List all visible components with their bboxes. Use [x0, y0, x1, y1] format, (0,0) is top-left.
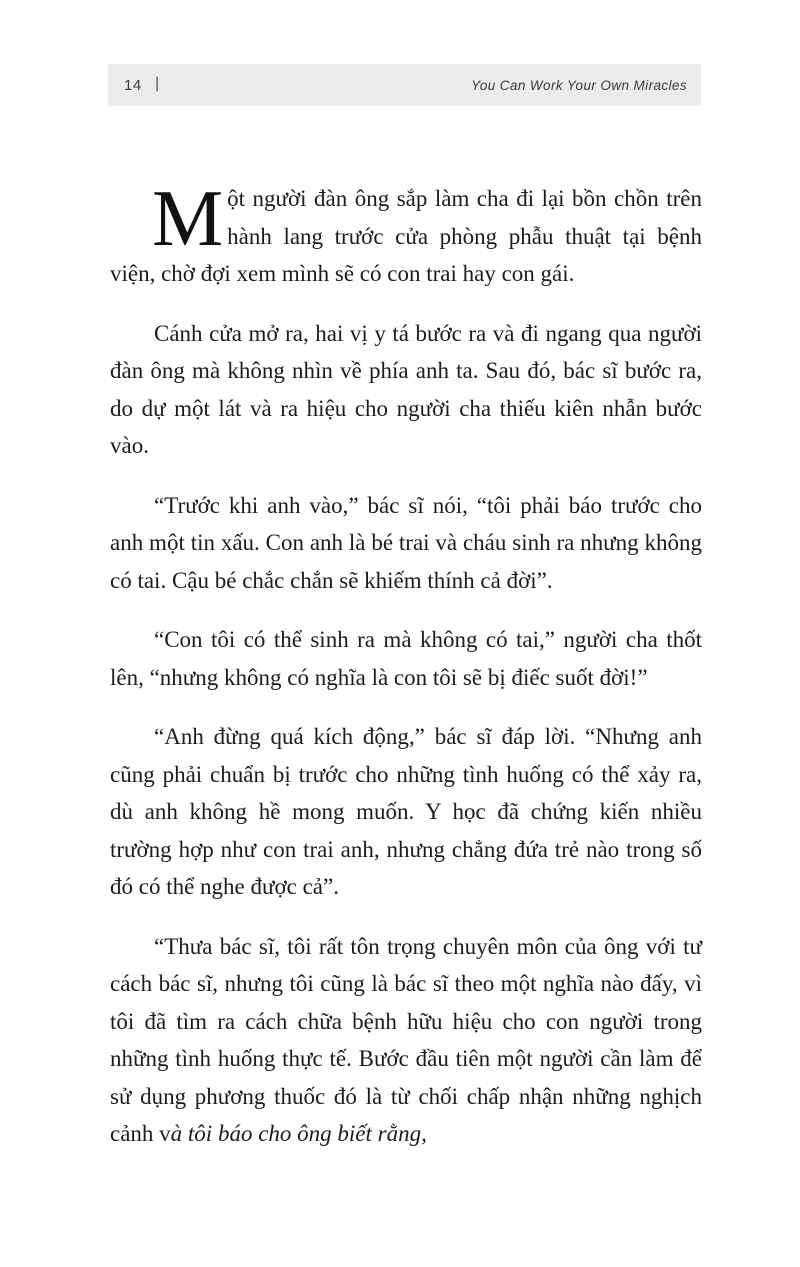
paragraph-6-italic-text: à tôi báo cho ông biết rằng,: [170, 1121, 427, 1146]
paragraph-2: Cánh cửa mở ra, hai vị y tá bước ra và đi ngang qua người đàn ông mà không nhìn về phía anh ta. Sau đó, bác sĩ bước ra, do dự một lát và ra hiệu cho người cha thiếu kiên nhẫn bước vào.: [110, 320, 702, 458]
header-separator: |: [155, 75, 160, 92]
paragraph-6-text: “Thưa bác sĩ, tôi rất tôn trọng chuyên môn của ông với tư cách bác sĩ, nhưng tôi cũng là bác sĩ theo một nghĩa nào đấy, vì tôi đã tìm ra cách chữa bệnh hữu hiệu cho con người trong những tình huống thực tế. Bước đầu tiên một người cần làm để sử dụng phương thuốc đó là từ chối chấp nhận những nghịch cảnh v: [110, 933, 702, 1146]
paragraph-6: [110, 928, 702, 1153]
page-body: [110, 175, 702, 1175]
running-header: [108, 64, 701, 106]
paragraph-5: “Anh đừng quá kích động,” bác sĩ đáp lời. “Nhưng anh cũng phải chuẩn bị trước cho những tình huống có thể xảy ra, dù anh không hề mong muốn. Y học đã chứng kiến nhiều trường hợp như con trai anh, nhưng chẳng đứa trẻ nào trong số đó có thể nghe được cả”.: [110, 724, 702, 899]
drop-cap: M: [152, 175, 224, 263]
paragraph-4: “Con tôi có thể sinh ra mà không có tai,” người cha thốt lên, “nhưng không có nghĩa là con tôi sẽ bị điếc suốt đời!”: [110, 627, 702, 690]
paragraph-1-text: ột người đàn ông sắp làm cha đi lại bồn chồn trên hành lang trước cửa phòng phẫu thuật tại bệnh viện, chờ đợi xem mình sẽ có con trai hay con gái.: [110, 186, 702, 286]
page-number: 14: [124, 77, 142, 94]
paragraph-1: [110, 175, 702, 293]
paragraph-3: “Trước khi anh vào,” bác sĩ nói, “tôi phải báo trước cho anh một tin xấu. Con anh là bé trai và cháu sinh ra nhưng không có tai. Cậu bé chắc chắn sẽ khiếm thính cả đời”.: [110, 492, 702, 593]
book-title: You Can Work Your Own Miracles: [471, 78, 687, 93]
